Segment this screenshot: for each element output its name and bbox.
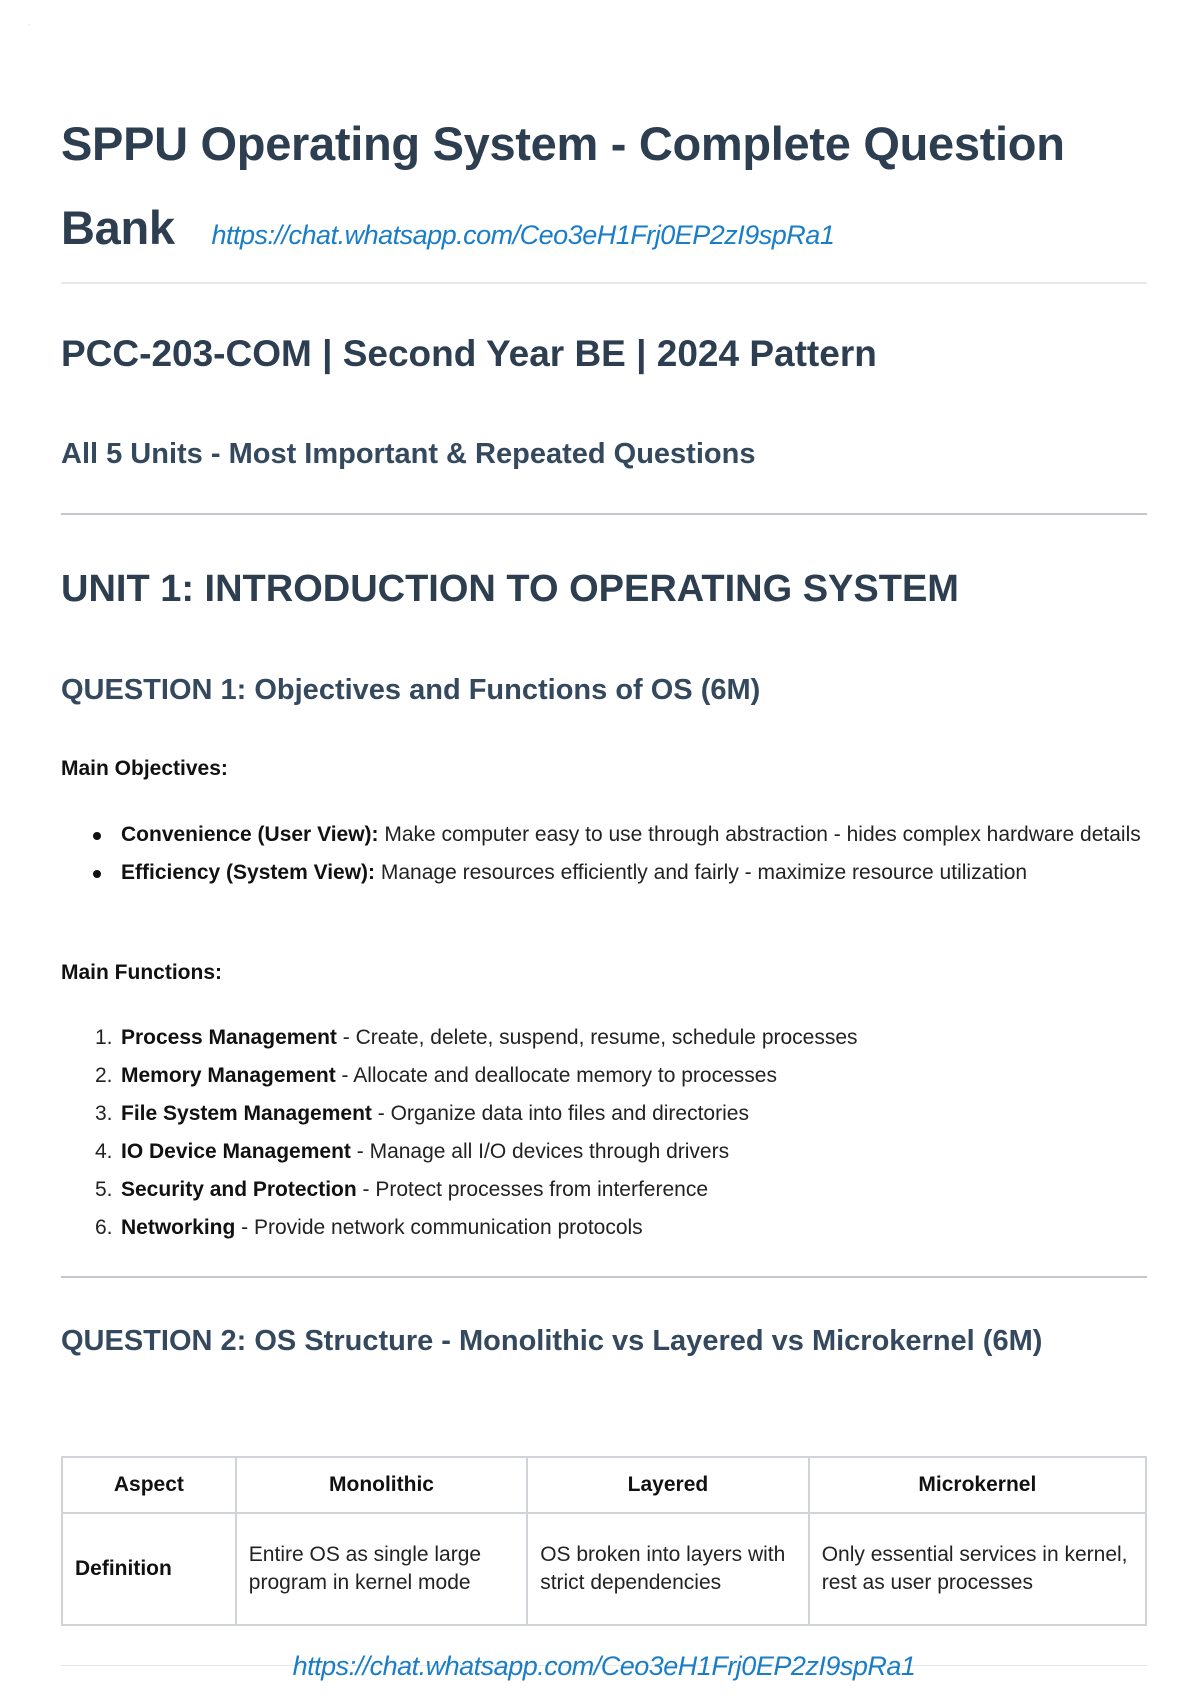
list-item-desc: Manage resources efficiently and fairly - maximize resource utilization	[375, 861, 1028, 884]
table-cell: OS broken into layers with strict dependencies	[527, 1513, 809, 1625]
whatsapp-link-footer[interactable]: https://chat.whatsapp.com/Ceo3eH1Frj0EP2zI9spRa1	[292, 1651, 916, 1681]
divider	[61, 282, 1147, 284]
list-item	[61, 1133, 1147, 1171]
table-row	[62, 1513, 1146, 1625]
list-item	[61, 1209, 1147, 1247]
table-header-cell: Microkernel	[809, 1457, 1146, 1513]
list-item	[61, 1095, 1147, 1133]
list-item	[61, 1057, 1147, 1095]
list-item-term: File System Management	[121, 1102, 372, 1125]
bullet-icon	[93, 870, 101, 878]
divider	[61, 513, 1147, 515]
list-item	[61, 816, 1147, 854]
whatsapp-link-header[interactable]: https://chat.whatsapp.com/Ceo3eH1Frj0EP2zI9spRa1	[211, 220, 835, 250]
functions-list	[61, 1019, 1147, 1247]
list-item	[61, 1171, 1147, 1209]
list-item	[61, 854, 1147, 892]
list-item-term: Networking	[121, 1216, 236, 1239]
table-cell: Entire OS as single large program in kernel mode	[236, 1513, 527, 1625]
table-header-row	[62, 1457, 1146, 1513]
objectives-label: Main Objectives:	[61, 757, 228, 780]
corner-mark: ·	[28, 22, 30, 28]
list-item-desc: - Allocate and deallocate memory to processes	[335, 1064, 777, 1087]
unit1-heading: UNIT 1: INTRODUCTION TO OPERATING SYSTEM	[61, 568, 959, 610]
list-item-term: Security and Protection	[121, 1178, 357, 1201]
question1-heading: QUESTION 1: Objectives and Functions of OS (6M)	[61, 674, 761, 706]
page-title	[61, 102, 1147, 277]
list-item	[61, 1019, 1147, 1057]
list-item-desc: - Provide network communication protocols	[235, 1216, 643, 1239]
footer	[61, 1651, 1147, 1682]
tagline: All 5 Units - Most Important & Repeated Questions	[61, 438, 756, 470]
table-header-cell: Monolithic	[236, 1457, 527, 1513]
table-cell: Only essential services in kernel, rest as user processes	[809, 1513, 1146, 1625]
list-number: 3.	[95, 1102, 113, 1125]
list-item-term: Process Management	[121, 1026, 337, 1049]
page-title-text: SPPU Operating System - Complete Question Bank	[61, 117, 1065, 254]
list-number: 1.	[95, 1026, 113, 1049]
bullet-icon	[93, 832, 101, 840]
course-subtitle: PCC-203-COM | Second Year BE | 2024 Pattern	[61, 333, 877, 374]
table-header-cell: Layered	[527, 1457, 809, 1513]
table-cell: Definition	[62, 1513, 236, 1625]
functions-label: Main Functions:	[61, 961, 222, 984]
list-number: 2.	[95, 1064, 113, 1087]
os-structure-table	[61, 1456, 1147, 1626]
list-item-desc: - Organize data into files and directories	[371, 1102, 749, 1125]
list-item-desc: - Protect processes from interference	[356, 1178, 709, 1201]
divider	[61, 1276, 1147, 1278]
list-number: 5.	[95, 1178, 113, 1201]
list-item-term: Convenience (User View):	[121, 823, 379, 846]
list-item-term: Efficiency (System View):	[121, 861, 376, 884]
question2-heading: QUESTION 2: OS Structure - Monolithic vs Layered vs Microkernel (6M)	[61, 1325, 1043, 1357]
list-item-desc: Make computer easy to use through abstraction - hides complex hardware details	[378, 823, 1141, 846]
table-header-cell: Aspect	[62, 1457, 236, 1513]
list-item-term: Memory Management	[121, 1064, 336, 1087]
list-item-term: IO Device Management	[121, 1140, 351, 1163]
list-item-desc: - Manage all I/O devices through drivers	[350, 1140, 730, 1163]
list-item-desc: - Create, delete, suspend, resume, schedule processes	[336, 1026, 858, 1049]
list-number: 6.	[95, 1216, 113, 1239]
list-number: 4.	[95, 1140, 113, 1163]
objectives-list	[61, 816, 1147, 892]
